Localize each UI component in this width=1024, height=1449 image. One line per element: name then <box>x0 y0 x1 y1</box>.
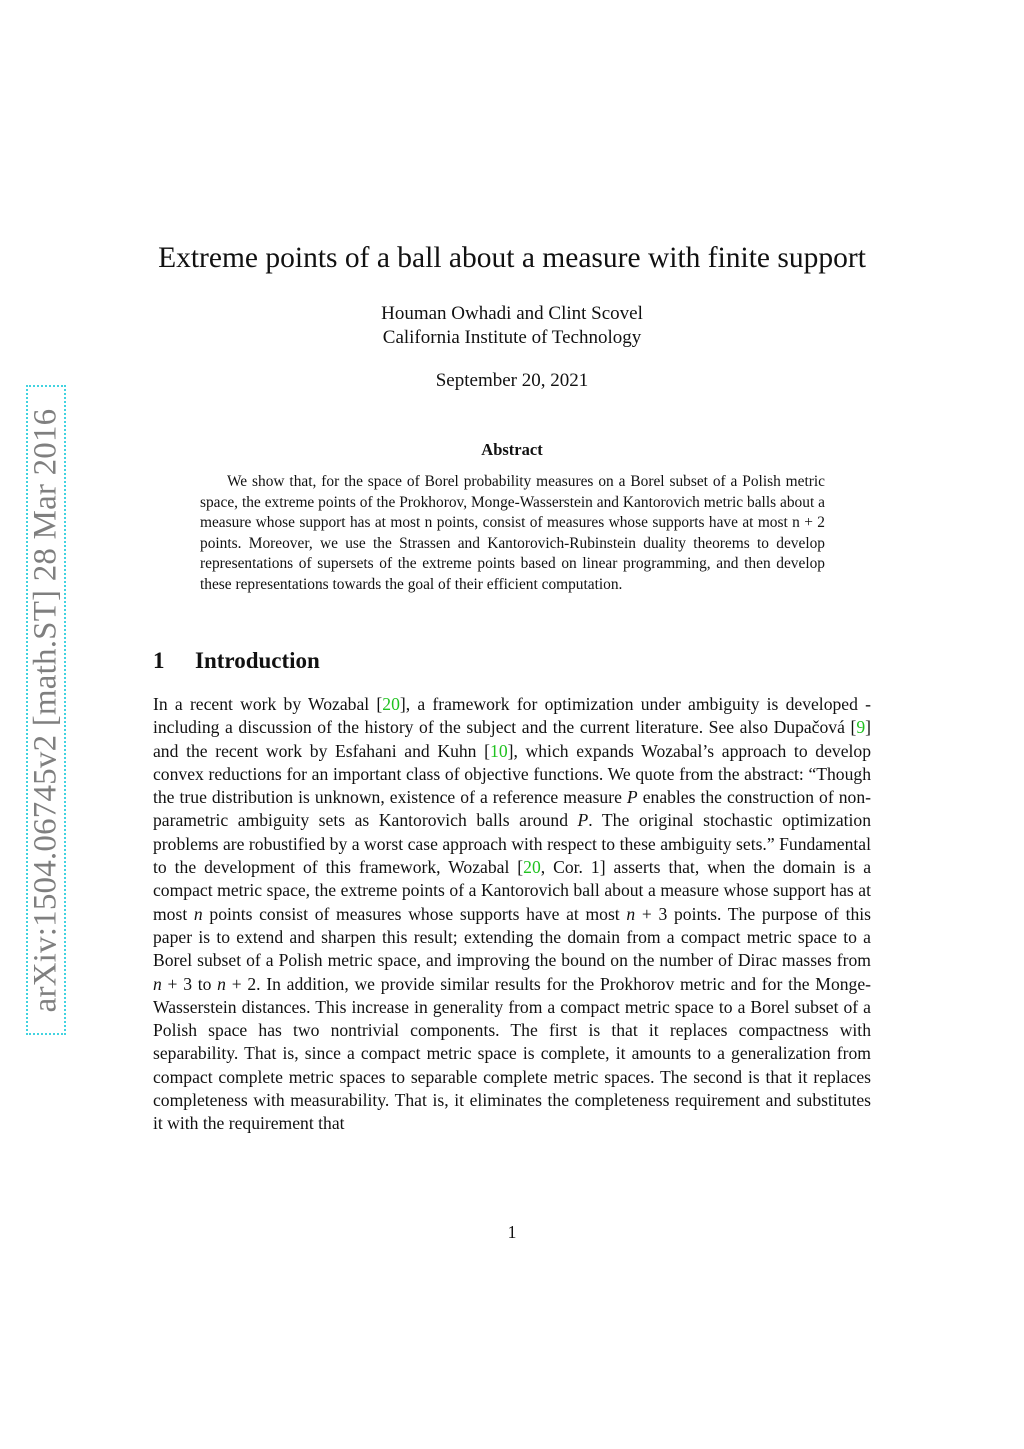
intro-text: ], a framework for optimization under ambiguity is developed -including a discussion of the history of the subject and the current literature. See also Dupačová [ <box>153 694 871 738</box>
page-number: 1 <box>507 1222 517 1242</box>
intro-text: In a recent work by Wozabal [ <box>153 694 383 714</box>
abstract-text: We show that, for the space of Borel probability measures on a Borel subset of a Polish metric space, the extreme points of the Prokhorov, Monge-Wasserstein and Kantorovich metric balls about a measure whose support has at most n points, consist of measures whose supports have at most n + 2 points. Moreover, we use the Strassen and Kantorovich-Rubinstein duality theorems to develop representations of supersets of the extreme points based on linear programming, and then develop these representations towards the goal of their efficient computation. <box>200 473 825 593</box>
section-number: 1 <box>153 648 165 673</box>
math-symbol: n <box>153 973 162 994</box>
citation-link[interactable]: 20 <box>382 694 400 714</box>
arxiv-id-label: arXiv:1504.06745v2 [math.ST] 28 Mar 2016 <box>27 408 64 1012</box>
arxiv-stamp <box>26 385 66 1035</box>
intro-text: enables the construction of non-parametric ambiguity sets as Kantorovich balls around <box>153 787 871 831</box>
math-symbol: P <box>577 810 589 831</box>
intro-text: + 3 points. The purpose of this paper is to extend and sharpen this result; extending the domain from a compact metric space to a Borel subset of a Polish metric space, and improving the bound on the number of Dirac masses from <box>153 903 871 971</box>
author-names: Houman Owhadi and Clint Scovel <box>381 303 643 324</box>
author-affiliation: California Institute of Technology <box>382 327 642 348</box>
citation-link[interactable]: 20 <box>523 857 541 878</box>
paper-date: September 20, 2021 <box>435 370 589 391</box>
intro-text: ], which expands Wozabal’s approach to develop convex reductions for an important class of objective functions. We quote from the abstract: “Though the true distribution is unknown, existence of a reference measure <box>153 740 872 808</box>
intro-text: , Cor. 1] asserts that, when the domain is a compact metric space, the extreme points of a Kantorovich ball about a measure whose support has at most <box>153 857 872 924</box>
section-heading <box>153 648 320 674</box>
citation-link[interactable]: 10 <box>490 740 508 761</box>
section-title: Introduction <box>195 648 320 673</box>
intro-text: + 3 to <box>161 973 218 994</box>
abstract-heading: Abstract <box>481 440 543 459</box>
math-symbol: n <box>626 903 636 924</box>
citation-link[interactable]: 9 <box>856 717 866 738</box>
intro-text: ] and the recent work by Esfahani and Kuhn [ <box>153 717 871 761</box>
author-block <box>150 302 874 350</box>
math-symbol: n <box>217 973 226 994</box>
intro-text: points consist of measures whose supports have at most <box>202 903 627 924</box>
paper-title: Extreme points of a ball about a measure with finite support <box>158 242 866 274</box>
intro-text: + 2. In addition, we provide similar results for the Prokhorov metric and for the Monge-Wasserstein distances. This increase in generality from a compact metric space to a Borel subset of a Polish space has two nontrivial components. The first is that it replaces compactness with separability. That is, since a compact metric space is complete, it amounts to a generalization from compact complete metric spaces to separable complete metric spaces. The second is that it replaces completeness with measurability. That is, it eliminates the completeness requirement and substitutes it with the requirement that <box>153 973 871 1134</box>
intro-text: . The original stochastic optimization problems are robustified by a worst case approach with respect to these ambiguity sets.” Fundamental to the development of this framework, Wozabal [ <box>153 810 871 878</box>
math-symbol: n <box>193 903 203 924</box>
math-symbol: P <box>626 787 638 808</box>
intro-paragraph <box>153 693 871 1136</box>
